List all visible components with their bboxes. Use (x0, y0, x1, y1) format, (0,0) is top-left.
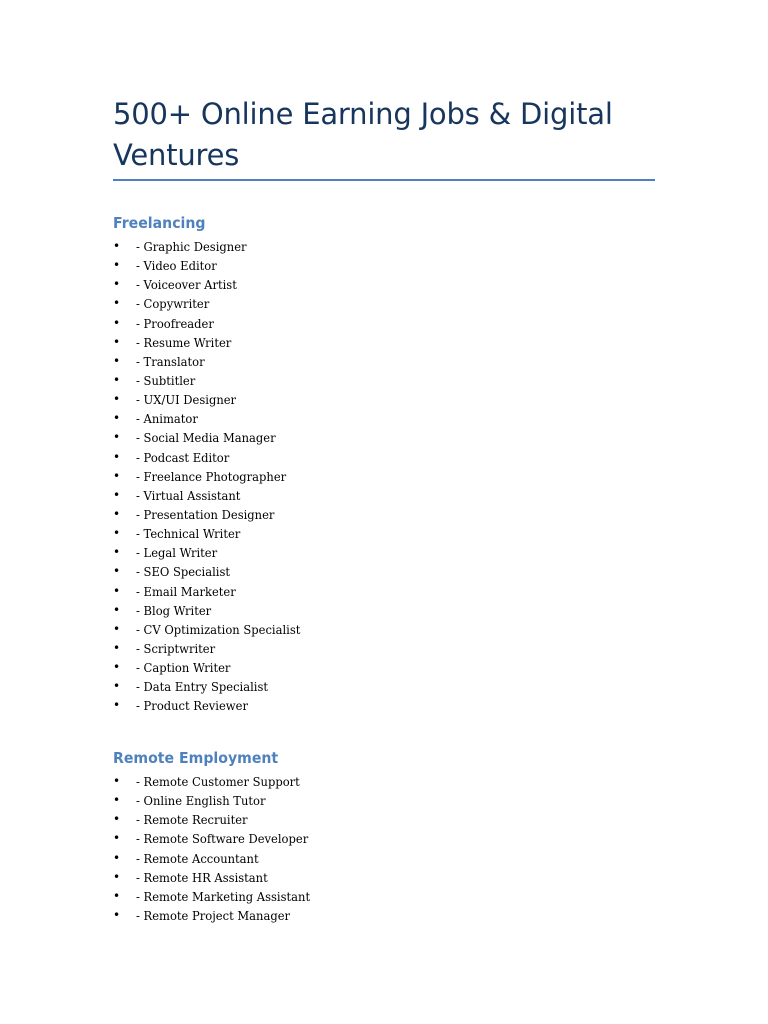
bullet-icon: • (113, 869, 121, 884)
bullet-icon: • (113, 660, 121, 675)
list-item-text: - Presentation Designer (136, 506, 275, 522)
list-item-text: - Technical Writer (136, 526, 241, 542)
list-item-text: - Email Marketer (136, 583, 236, 599)
bullet-icon: • (113, 487, 121, 502)
list-item-text: - Translator (136, 353, 205, 369)
list-item-text: - CV Optimization Specialist (136, 621, 301, 637)
bullet-icon: • (113, 392, 121, 407)
list-item-text: - Social Media Manager (136, 430, 276, 446)
bullet-icon: • (113, 468, 121, 483)
bullet-icon: • (113, 239, 121, 253)
list-item-text: - Online English Tutor (136, 793, 266, 809)
bullet-icon: • (113, 545, 121, 560)
bullet-icon: • (113, 621, 121, 636)
list-item-text: - Remote Recruiter (136, 812, 248, 828)
bullet-icon: • (113, 907, 121, 922)
bullet-icon: • (113, 296, 121, 311)
title-underline-rule (113, 179, 655, 181)
bullet-icon: • (113, 315, 121, 330)
list-item-text: - Data Entry Specialist (136, 679, 269, 695)
list-item-text: - Blog Writer (136, 602, 212, 618)
list-item-text: - Freelance Photographer (136, 468, 287, 484)
list-item-text: - Resume Writer (136, 334, 232, 350)
list-item-text: - Video Editor (136, 258, 217, 274)
bullet-icon: • (113, 888, 121, 903)
list-item-text: - Podcast Editor (136, 449, 230, 465)
bullet-icon: • (113, 793, 121, 808)
list-item-text: - Subtitler (136, 372, 196, 388)
list-item-text: - Proofreader (136, 315, 214, 331)
list-item-text: - Remote Customer Support (136, 774, 300, 789)
list-item-text: - Remote Software Developer (136, 831, 309, 847)
bullet-icon: • (113, 526, 121, 541)
bullet-icon: • (113, 564, 121, 579)
bullet-icon: • (113, 679, 121, 694)
list-item-text: - Caption Writer (136, 660, 231, 676)
section-heading-remote-employment: Remote Employment (113, 749, 279, 767)
list-item-text: - Remote Project Manager (136, 907, 291, 923)
list-item-text: - Legal Writer (136, 545, 218, 561)
bullet-icon: • (113, 831, 121, 846)
list-item-text: - Voiceover Artist (136, 277, 237, 293)
list-item-text: - Virtual Assistant (136, 487, 241, 503)
list-item-text: - Product Reviewer (136, 698, 249, 714)
list-item-text: - Remote HR Assistant (136, 869, 268, 885)
bullet-icon: • (113, 411, 121, 426)
bullet-icon: • (113, 850, 121, 865)
list-item-text: - Remote Accountant (136, 850, 259, 866)
bullet-icon: • (113, 449, 121, 464)
list-item-text: - Remote Marketing Assistant (136, 888, 311, 904)
bullet-icon: • (113, 353, 121, 368)
bullet-icon: • (113, 430, 121, 445)
section-heading-freelancing: Freelancing (113, 214, 206, 232)
bullet-icon: • (113, 583, 121, 598)
list-item-text: - Animator (136, 411, 198, 427)
list-item-text: - Copywriter (136, 296, 210, 312)
bullet-icon: • (113, 640, 121, 655)
bullet-icon: • (113, 602, 121, 617)
bullet-icon: • (113, 334, 121, 349)
bullet-icon: • (113, 698, 121, 713)
bullet-icon: • (113, 277, 121, 292)
document-title: 500+ Online Earning Jobs & Digital Ventures (113, 97, 613, 172)
list-item-text: - Scriptwriter (136, 640, 216, 656)
list-item-text: - Graphic Designer (136, 239, 247, 254)
bullet-icon: • (113, 812, 121, 827)
bullet-icon: • (113, 258, 121, 273)
bullet-icon: • (113, 372, 121, 387)
bullet-icon: • (113, 506, 121, 521)
list-item-text: - SEO Specialist (136, 564, 230, 580)
list-item-text: - UX/UI Designer (136, 392, 237, 408)
bullet-icon: • (113, 774, 121, 788)
